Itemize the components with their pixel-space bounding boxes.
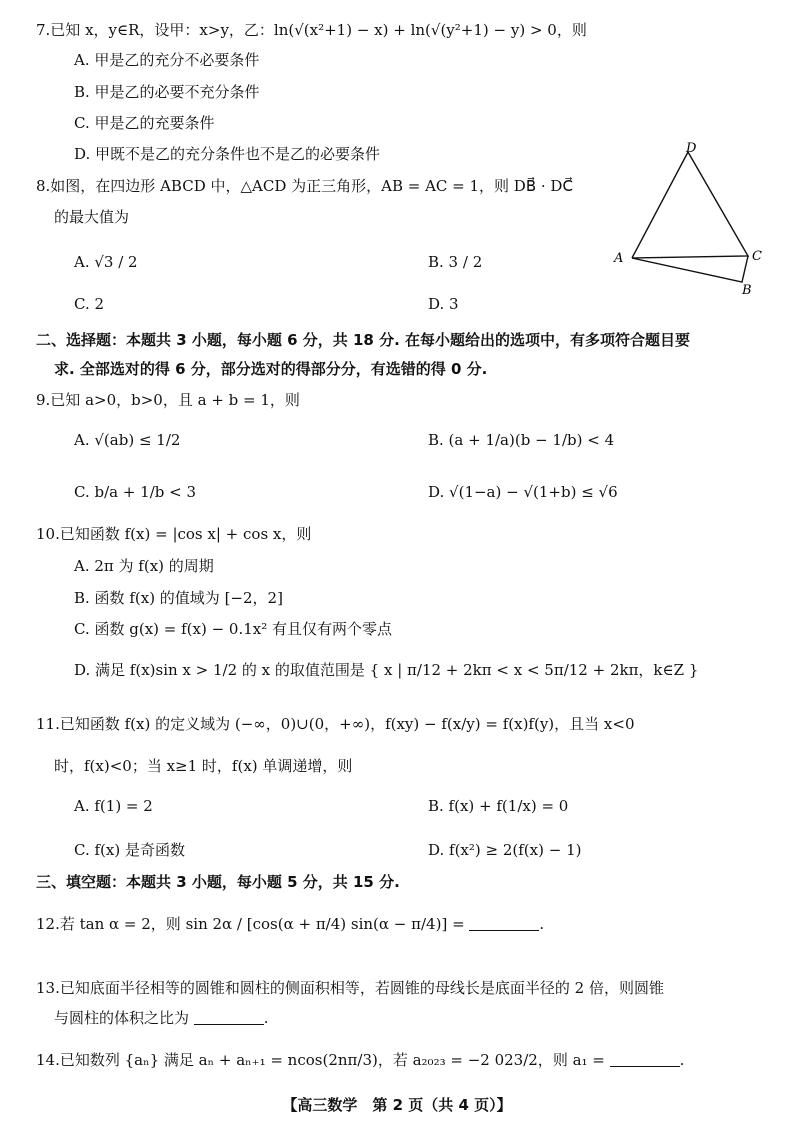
q7-option-d: D. 甲既不是乙的充分条件也不是乙的必要条件: [74, 145, 381, 163]
q13-stem-end: 与圆柱的体积之比为: [54, 1009, 190, 1027]
label-d: D: [686, 141, 697, 156]
q10-option-b: B. 函数 f(x) 的值域为 [−2，2]: [74, 589, 283, 607]
label-a: A: [614, 251, 624, 266]
q9-option-b: B. (a + 1/a)(b − 1/b) < 4: [428, 431, 615, 449]
q14-stem: 14.已知数列 {aₙ} 满足 aₙ + aₙ₊₁ = ncos(2nπ/3)，若 a₂₀₂₃ = −2 023/2，则 a₁ =: [36, 1051, 605, 1069]
q9-option-c: C. b/a + 1/b < 3: [74, 483, 197, 501]
q12-period: .: [539, 915, 545, 933]
section2-heading-line1: 二、选择题：本题共 3 小题，每小题 6 分，共 18 分. 在每小题给出的选项中，有多项符合题目要: [36, 331, 691, 349]
q11-option-d: D. f(x²) ≥ 2(f(x) − 1): [428, 841, 582, 859]
q12-stem: 12.若 tan α = 2，则 sin 2α / [cos(α + π/4) sin(α − π/4)] =: [36, 915, 465, 933]
q10-option-c: C. 函数 g(x) = f(x) − 0.1x² 有且仅有两个零点: [74, 620, 393, 638]
q13-line2: [54, 1008, 269, 1028]
label-b: B: [742, 283, 752, 298]
q7-stem: 7.已知 x，y∈R，设甲：x>y，乙：ln(√(x²+1) − x) + ln(√(y²+1) − y) > 0，则: [36, 21, 587, 39]
q8-option-c: C. 2: [74, 295, 105, 313]
q14-text: [36, 1050, 684, 1070]
label-c: C: [752, 249, 762, 264]
q7-option-b: B. 甲是乙的必要不充分条件: [74, 83, 260, 101]
q12-answer-blank[interactable]: [469, 916, 539, 931]
q10-option-d: D. 满足 f(x)sin x > 1/2 的 x 的取值范围是 { x | π/12 + 2kπ < x < 5π/12 + 2kπ，k∈Z }: [74, 661, 699, 679]
q8-option-b: B. 3 / 2: [428, 253, 483, 271]
q13-answer-blank[interactable]: [194, 1010, 264, 1025]
q9-option-d: D. √(1−a) − √(1+b) ≤ √6: [428, 483, 618, 501]
section3-heading: 三、填空题：本题共 3 小题，每小题 5 分，共 15 分.: [36, 873, 400, 891]
q10-option-a: A. 2π 为 f(x) 的周期: [74, 557, 214, 575]
page-footer: 【高三数学 第 2 页（共 4 页）】: [282, 1096, 512, 1114]
q11-stem-line1: 11.已知函数 f(x) 的定义域为 (−∞，0)∪(0，+∞)，f(xy) − f(x/y) = f(x)f(y)，且当 x<0: [36, 715, 635, 733]
q14-period: .: [679, 1051, 685, 1069]
q11-option-c: C. f(x) 是奇函数: [74, 841, 185, 859]
q8-stem-line2: 的最大值为: [54, 208, 130, 226]
section2-heading-line2: 求. 全部选对的得 6 分，部分选对的得部分分，有选错的得 0 分.: [54, 360, 488, 378]
q11-option-a: A. f(1) = 2: [74, 797, 153, 815]
q13-line1: 13.已知底面半径相等的圆锥和圆柱的侧面积相等，若圆锥的母线长是底面半径的 2 倍，则圆锥: [36, 979, 664, 997]
q9-stem: 9.已知 a>0，b>0，且 a + b = 1，则: [36, 391, 300, 409]
q10-stem: 10.已知函数 f(x) = |cos x| + cos x，则: [36, 525, 312, 543]
q7-option-c: C. 甲是乙的充要条件: [74, 114, 215, 132]
q11-stem-line2: 时，f(x)<0；当 x≥1 时，f(x) 单调递增，则: [54, 757, 353, 775]
q9-option-a: A. √(ab) ≤ 1/2: [74, 431, 181, 449]
q14-answer-blank[interactable]: [610, 1052, 680, 1067]
q11-option-b: B. f(x) + f(1/x) = 0: [428, 797, 569, 815]
q12-text: [36, 914, 544, 934]
q13-period: .: [263, 1009, 269, 1027]
q7-option-a: A. 甲是乙的充分不必要条件: [74, 51, 260, 69]
q8-option-a: A. √3 / 2: [74, 253, 138, 271]
q8-quadrilateral-figure: [608, 138, 768, 298]
q8-option-d: D. 3: [428, 295, 459, 313]
q8-stem-line1: 8.如图，在四边形 ABCD 中，△ACD 为正三角形，AB = AC = 1，则 DB⃗ · DC⃗: [36, 177, 573, 195]
